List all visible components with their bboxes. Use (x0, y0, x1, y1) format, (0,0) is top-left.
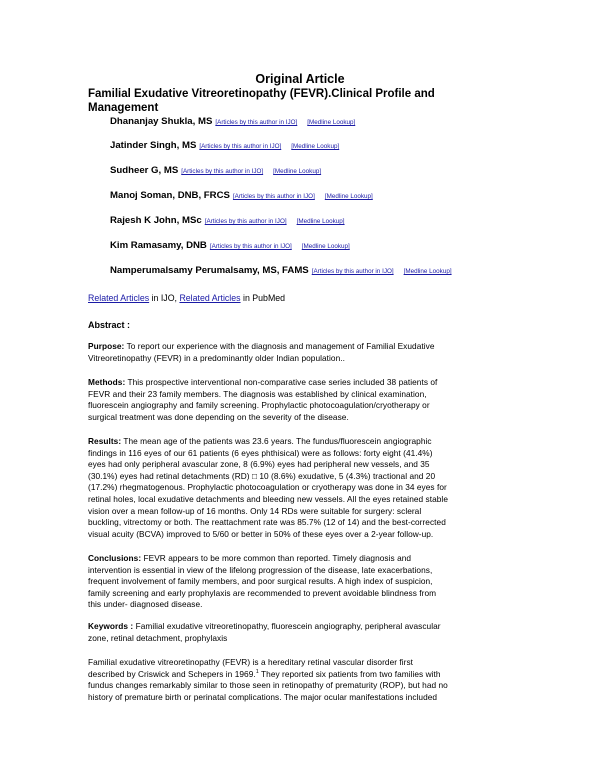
abstract-heading: Abstract : (88, 320, 131, 330)
medline-lookup-link[interactable]: [Medline Lookup] (324, 193, 373, 200)
articles-by-author-link[interactable]: [Articles by this author in IJO] (311, 268, 394, 275)
medline-lookup-link[interactable]: [Medline Lookup] (291, 143, 340, 150)
text-line: described by Criswick and Schepers in 1969. (88, 668, 256, 679)
results-paragraph (88, 436, 528, 540)
related-articles-ijo-link[interactable]: Related Articles (88, 293, 150, 303)
text-line: This prospective interventional non-comparative case series included 38 patients of (125, 377, 438, 387)
text-line: vision over a mean follow-up of 16 months. Only 14 RDs were suitable for surgery: scleral (88, 505, 422, 516)
keywords-paragraph (88, 621, 528, 644)
articles-by-author-link[interactable]: [Articles by this author in IJO] (181, 168, 264, 175)
text-line: retinal holes, local exudative detachments and bleeding new vessels. All the eyes retained stable (88, 493, 448, 504)
author-name: Sudheer G, MS (110, 165, 179, 176)
text-line: fluorescein angiography and family screening. Prophylactic photocoagulation/cryotherapy or (88, 400, 430, 411)
results-label: Results: (88, 436, 122, 446)
text-line: Familial exudative vitreoretinopathy, fluorescein angiography, peripheral avascular (133, 621, 441, 631)
author-name: Namperumalsamy Perumalsamy, MS, FAMS (110, 265, 309, 276)
text-line: (17.2%) rhegmatogenous. Prophylactic photocoagulation or cryotherapy was done in 34 eyes for (88, 482, 447, 493)
text-line: surgical treatment was done depending on the severity of the disease. (88, 411, 349, 422)
purpose-paragraph (88, 341, 528, 364)
articles-by-author-link[interactable]: [Articles by this author in IJO] (209, 243, 292, 250)
related-articles-pubmed-link[interactable]: Related Articles (179, 293, 241, 303)
reference-superscript[interactable]: 1 (255, 668, 259, 675)
medline-lookup-link[interactable]: [Medline Lookup] (296, 218, 345, 225)
text-line: family screening and early prophylaxis are recommended to prevent avoidable blindness from (88, 587, 437, 598)
text-line: visual acuity (BCVA) improved to 5/60 or better in 50% of these eyes over a 2-year follow-up. (88, 528, 434, 539)
text-line: The mean age of the patients was 23.6 years. The fundus/fluorescein angiographic (121, 436, 432, 446)
author-name: Dhananjay Shukla, MS (110, 116, 213, 127)
author-entry (110, 240, 350, 251)
purpose-label: Purpose: (88, 341, 125, 351)
articles-by-author-link[interactable]: [Articles by this author in IJO] (204, 218, 287, 225)
related-text: in IJO, (149, 293, 180, 303)
text-line: buckling, vitrectomy or both. The reattachment rate was 85.7% (12 of 14) and the best-corrected (88, 517, 446, 528)
related-articles (88, 293, 285, 303)
articles-by-author-link[interactable]: [Articles by this author in IJO] (232, 193, 315, 200)
medline-lookup-link[interactable]: [Medline Lookup] (307, 119, 356, 126)
author-entry (110, 265, 452, 276)
text-line: history of premature birth or perinatal complications. The major ocular manifestations included (88, 691, 438, 702)
section-title: Original Article (255, 72, 345, 86)
text-line: Familial exudative vitreoretinopathy (FEVR) is a hereditary retinal vascular disorder first (88, 657, 414, 667)
text-line: frequent involvement of family members, and poor surgical results. A high index of suspicion, (88, 576, 433, 587)
text-line: They reported six patients from two families with (258, 668, 441, 679)
author-entry (110, 215, 345, 226)
articles-by-author-link[interactable]: [Articles by this author in IJO] (215, 119, 298, 126)
author-entry (110, 116, 355, 127)
author-name: Kim Ramasamy, DNB (110, 240, 207, 251)
author-entry (110, 190, 373, 201)
text-line: this under- diagnosed disease. (88, 599, 203, 610)
text-line: intervention is essential in view of the lifelong progression of the disease, late exacerbations, (88, 564, 433, 575)
author-entry (110, 165, 321, 176)
related-text: in PubMed (240, 293, 286, 303)
article-title: Familial Exudative Vitreoretinopathy (FEVR).Clinical Profile and Management (88, 88, 435, 114)
medline-lookup-link[interactable]: [Medline Lookup] (301, 243, 350, 250)
text-line: eyes had only peripheral avascular zone, 8 (6.9%) eyes had peripheral new vessels, and 35 (88, 459, 430, 470)
keywords-label: Keywords : (88, 621, 134, 631)
text-line: fundus changes remarkably similar to those seen in retinopathy of prematurity (ROP), but had no (88, 680, 448, 691)
text-line: zone, retinal detachment, prophylaxis (88, 632, 228, 643)
author-name: Jatinder Singh, MS (110, 140, 197, 151)
conclusions-paragraph (88, 553, 528, 611)
text-line: To report our experience with the diagnosis and management of Familial Exudative (124, 341, 435, 351)
author-name: Rajesh K John, MSc (110, 215, 202, 226)
conclusions-label: Conclusions: (88, 553, 142, 563)
author-name: Manoj Soman, DNB, FRCS (110, 190, 230, 201)
methods-label: Methods: (88, 377, 126, 387)
text-line: FEVR appears to be more common than reported. Timely diagnosis and (141, 553, 412, 563)
methods-paragraph (88, 377, 528, 423)
author-entry (110, 140, 339, 151)
text-line: findings in 116 eyes of our 61 patients (6 eyes phthisical) were as follows: forty eight (41.4%) (88, 447, 433, 458)
medline-lookup-link[interactable]: [Medline Lookup] (273, 168, 322, 175)
text-line: FEVR and their 23 family members. The diagnosis was established by clinical examination, (88, 388, 427, 399)
text-line: Vitreoretinopathy (FEVR) in a predominantly older Indian population.. (88, 352, 345, 363)
text-line: (30.1%) eyes had retinal detachments (RD) □ 10 (8.6%) exudative, 5 (4.3%) tractional and 20 (88, 470, 436, 481)
articles-by-author-link[interactable]: [Articles by this author in IJO] (199, 143, 282, 150)
body-paragraph (88, 657, 528, 703)
medline-lookup-link[interactable]: [Medline Lookup] (403, 268, 452, 275)
